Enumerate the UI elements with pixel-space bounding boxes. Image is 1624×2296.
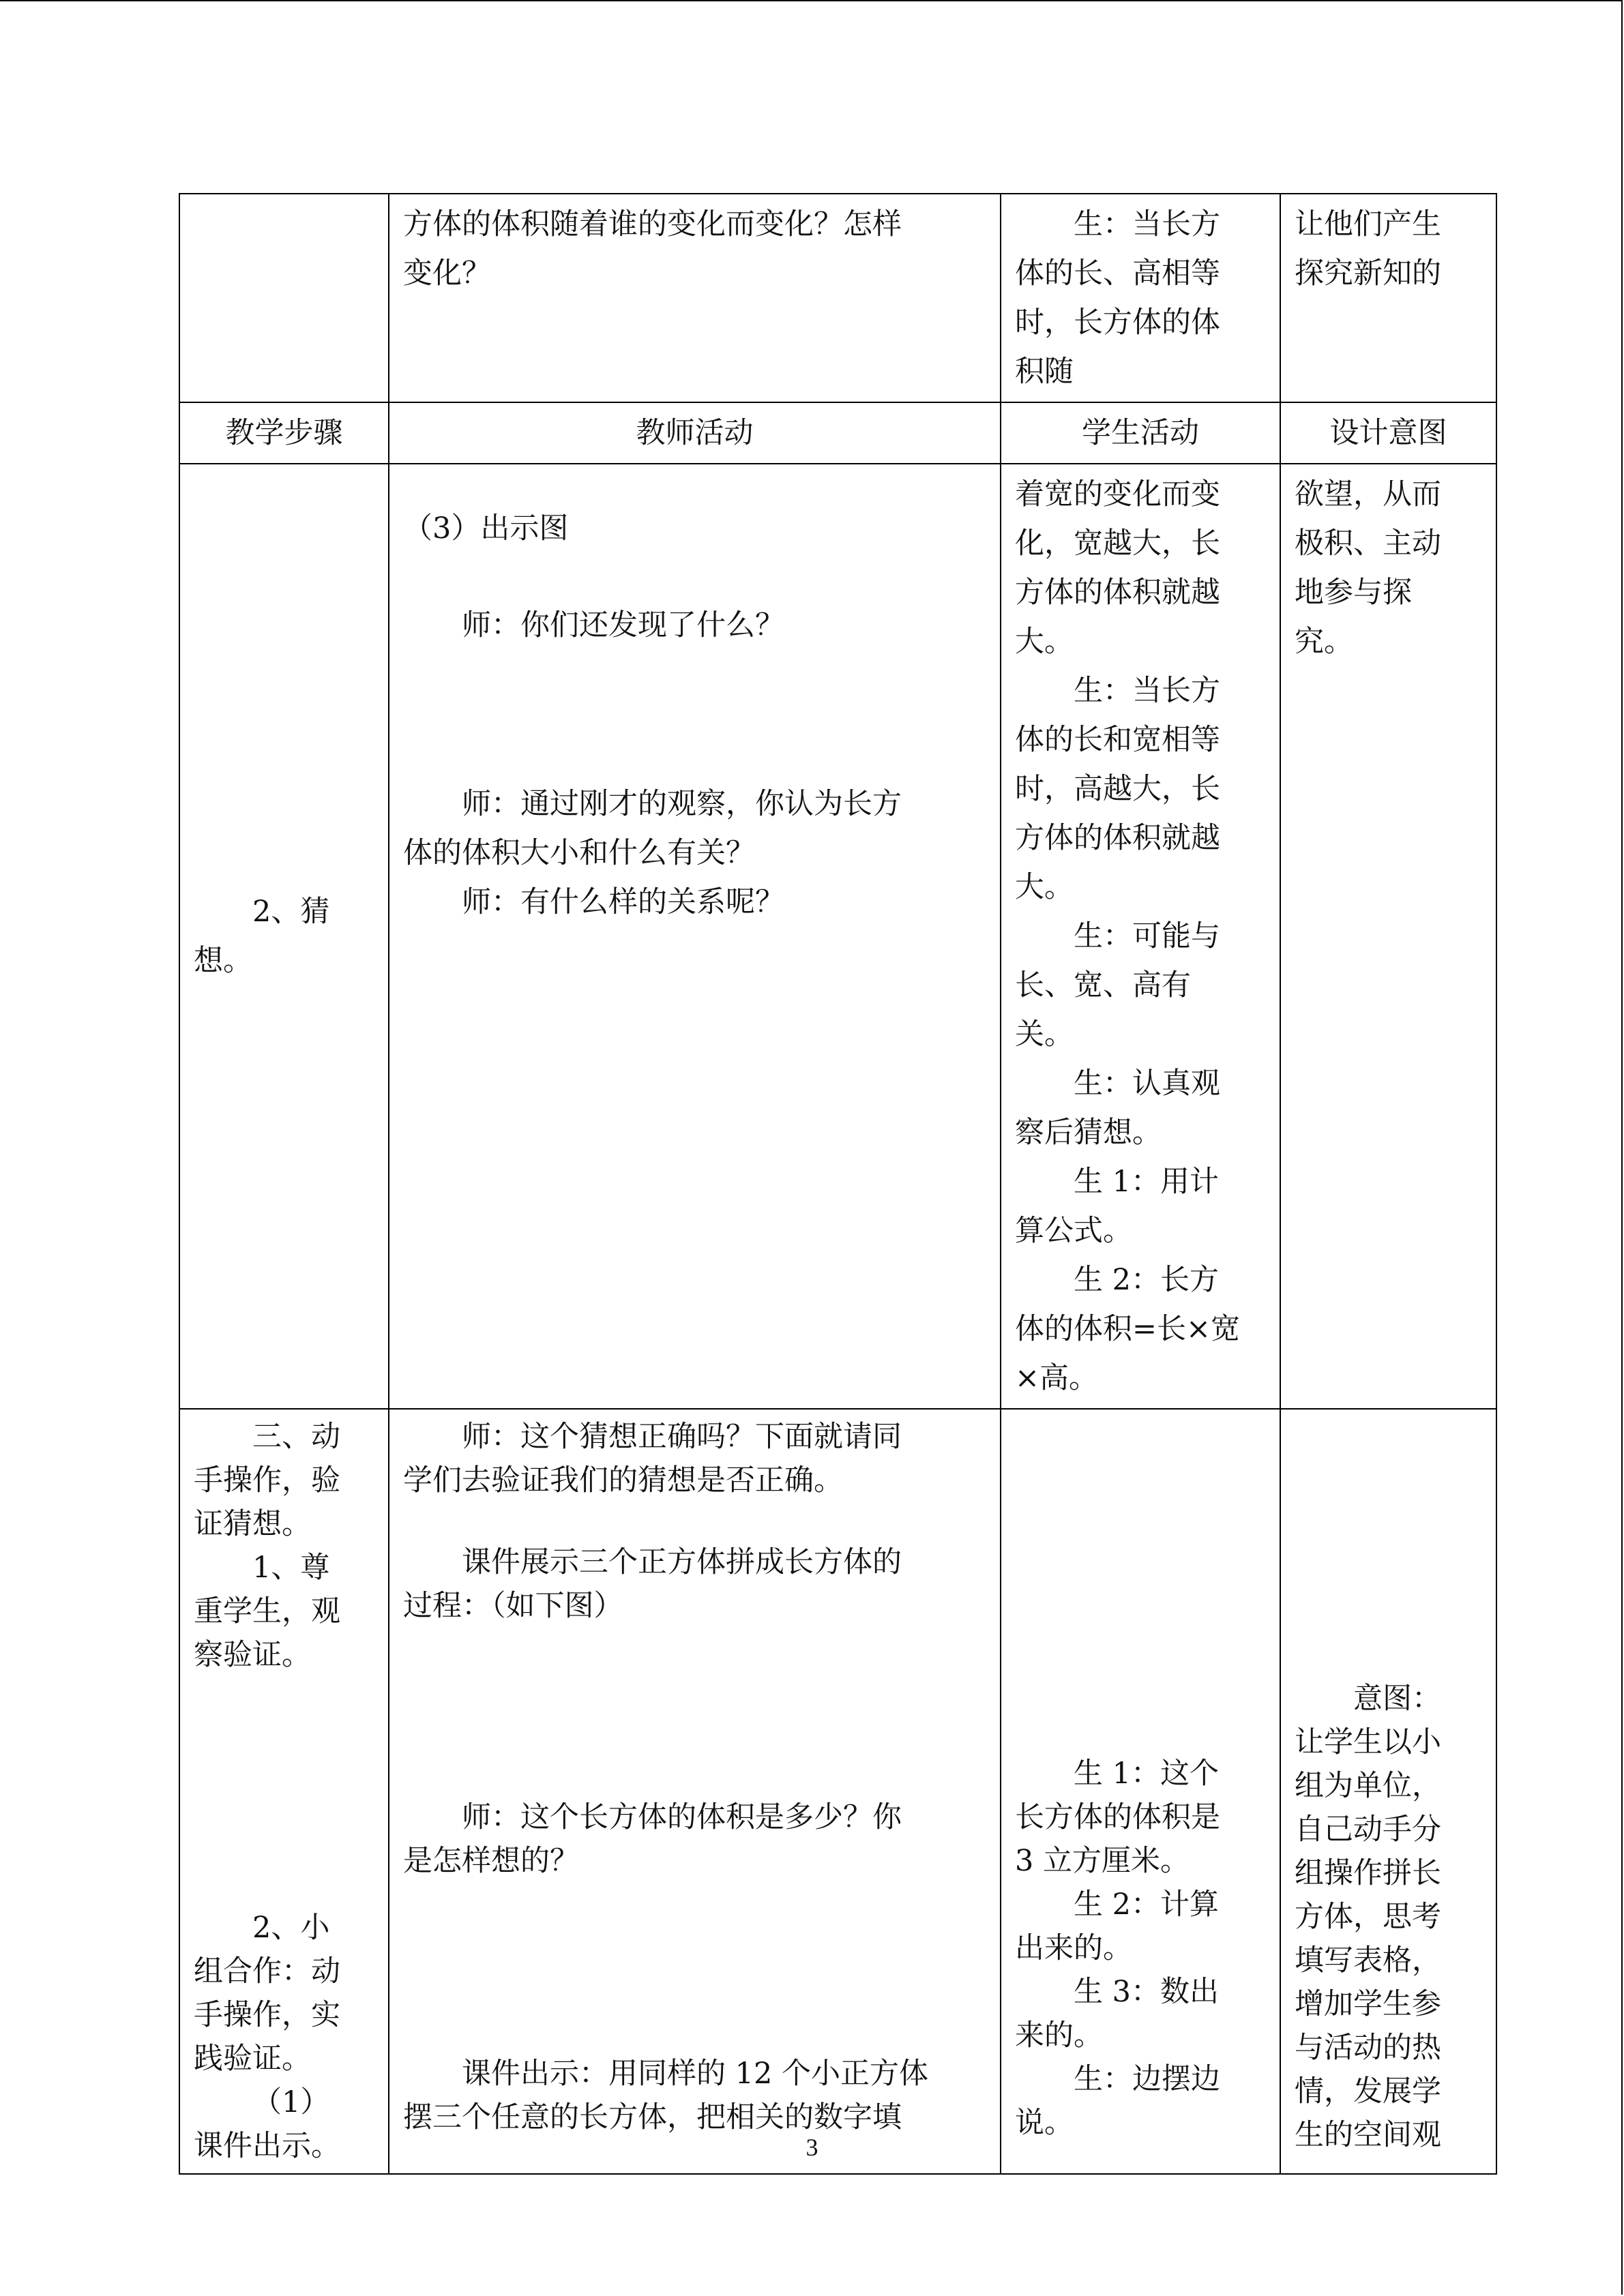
teacher-cell-continued — [389, 194, 1001, 402]
page-number: 3 — [806, 2134, 818, 2161]
intent-text: 极积、主动 — [1295, 526, 1441, 561]
student-text: 体的长、高相等 — [1015, 256, 1220, 290]
intent-text: 组操作拼长 — [1295, 1856, 1441, 1890]
table-header-row — [179, 402, 1496, 464]
student-text: 算公式。 — [1015, 1214, 1132, 1248]
step-cell-guess — [179, 464, 389, 1409]
header-student: 学生活动 — [1001, 402, 1280, 464]
intent-text: 地参与探 — [1295, 576, 1412, 610]
intent-text: 让他们产生 — [1295, 207, 1441, 241]
intent-cell-hands-on — [1280, 1409, 1496, 2174]
teacher-text: 过程：（如下图） — [403, 1589, 623, 1623]
intent-text: 与活动的热 — [1295, 2031, 1441, 2065]
intent-text: 组为单位， — [1295, 1769, 1441, 1803]
student-text: 积随 — [1015, 355, 1074, 389]
student-text: 时，长方体的体 — [1015, 305, 1220, 340]
lesson-plan-table — [179, 193, 1497, 2175]
intent-text: 填写表格， — [1295, 1943, 1441, 1978]
teacher-text: 课件展示三个正方体拼成长方体的 — [462, 1545, 902, 1579]
student-text: 长、宽、高有 — [1015, 968, 1191, 1002]
student-cell-hands-on — [1001, 1409, 1280, 2174]
intent-text: 让学生以小 — [1295, 1725, 1441, 1759]
student-text: 生：边摆边 — [1074, 2062, 1220, 2096]
teacher-text: 师：通过刚才的观察，你认为长方 — [462, 787, 902, 821]
step-text: 三、动 — [252, 1420, 340, 1454]
teacher-text: 师：有什么样的关系呢？ — [462, 885, 784, 919]
step-text: 证猜想。 — [194, 1507, 311, 1541]
step-text: 组合作：动 — [194, 1954, 340, 1988]
student-text: 体的长和宽相等 — [1015, 723, 1220, 757]
student-text: 方体的体积就越 — [1015, 576, 1220, 610]
step-text: 1、尊 — [252, 1551, 330, 1585]
hands-on-row — [179, 1409, 1496, 2174]
header-teacher: 教师活动 — [389, 402, 1001, 464]
student-text: 说。 — [1015, 2106, 1074, 2140]
student-text: 关。 — [1015, 1017, 1074, 1052]
student-text: 生：认真观 — [1074, 1067, 1220, 1101]
step-text: 重学生，观 — [194, 1594, 340, 1628]
teacher-cell-guess — [389, 464, 1001, 1409]
intent-text: 方体，思考 — [1295, 1900, 1441, 1934]
step-text: 2、猜 — [252, 895, 330, 929]
student-text: 生 2：计算 — [1074, 1888, 1220, 1922]
step-text: 践验证。 — [194, 2042, 311, 2076]
teacher-cell-hands-on — [389, 1409, 1001, 2174]
student-text: 察后猜想。 — [1015, 1116, 1162, 1150]
student-text: 大。 — [1015, 625, 1074, 659]
teacher-text: 师：你们还发现了什么？ — [462, 608, 784, 642]
student-text: 出来的。 — [1015, 1931, 1132, 1965]
intent-cell-continued — [1280, 194, 1496, 402]
teacher-text: 学们去验证我们的猜想是否正确。 — [403, 1463, 843, 1497]
step-text: 2、小 — [252, 1911, 330, 1945]
teacher-text: 摆三个任意的长方体，把相关的数字填 — [403, 2100, 902, 2134]
continued-row — [179, 194, 1496, 402]
guess-row — [179, 464, 1496, 1409]
intent-text: 情，发展学 — [1295, 2074, 1441, 2108]
student-text: 来的。 — [1015, 2018, 1103, 2053]
student-cell-guess — [1001, 464, 1280, 1409]
intent-text: 欲望，从而 — [1295, 477, 1441, 511]
teacher-text: 师：这个长方体的体积是多少？你 — [462, 1800, 902, 1834]
intent-text: 探究新知的 — [1295, 256, 1441, 290]
intent-text: 自己动手分 — [1295, 1813, 1441, 1847]
step-text: 想。 — [194, 944, 252, 978]
teacher-text: 是怎样想的？ — [403, 1844, 579, 1878]
student-text: 化，宽越大，长 — [1015, 526, 1220, 561]
intent-text: 究。 — [1295, 625, 1353, 659]
step-text: 课件出示。 — [194, 2129, 340, 2163]
student-text: 时，高越大，长 — [1015, 772, 1220, 806]
teacher-text: 体的体积大小和什么有关？ — [403, 836, 755, 870]
teacher-text: 课件出示：用同样的 12 个小正方体 — [462, 2057, 929, 2091]
step-cell-hands-on — [179, 1409, 389, 2174]
intent-text: 意图： — [1353, 1682, 1441, 1716]
student-text: 生 1：这个 — [1074, 1757, 1220, 1791]
intent-text: 增加学生参 — [1295, 1987, 1441, 2021]
step-text: 手操作，实 — [194, 1998, 340, 2032]
teacher-text: 方体的体积随着谁的变化而变化？怎样 — [403, 207, 902, 241]
step-cell-continued — [179, 194, 389, 402]
student-text: 生：当长方 — [1074, 674, 1220, 708]
header-intent: 设计意图 — [1280, 402, 1496, 464]
student-text: 方体的体积就越 — [1015, 821, 1220, 855]
teacher-text: （3）出示图 — [403, 511, 569, 546]
student-text: 体的体积=长×宽 — [1015, 1312, 1241, 1346]
student-text: 生 1：用计 — [1074, 1165, 1220, 1199]
student-text: 生：当长方 — [1074, 207, 1220, 241]
student-text: 着宽的变化而变 — [1015, 477, 1220, 511]
student-text: 生 3：数出 — [1074, 1975, 1220, 2009]
student-text: 生 2：长方 — [1074, 1263, 1220, 1297]
intent-cell-guess — [1280, 464, 1496, 1409]
header-step: 教学步骤 — [179, 402, 389, 464]
student-cell-continued — [1001, 194, 1280, 402]
student-text: ×高。 — [1015, 1361, 1099, 1395]
teacher-text: 变化？ — [403, 256, 491, 290]
step-text: （1） — [252, 2085, 330, 2119]
step-text: 察验证。 — [194, 1638, 311, 1672]
student-text: 长方体的体积是 — [1015, 1800, 1220, 1834]
student-text: 3 立方厘米。 — [1015, 1844, 1190, 1878]
student-text: 生：可能与 — [1074, 919, 1220, 953]
intent-text: 生的空间观 — [1295, 2118, 1441, 2152]
teacher-text: 师：这个猜想正确吗？下面就请同 — [462, 1420, 902, 1454]
step-text: 手操作，验 — [194, 1463, 340, 1497]
student-text: 大。 — [1015, 870, 1074, 904]
